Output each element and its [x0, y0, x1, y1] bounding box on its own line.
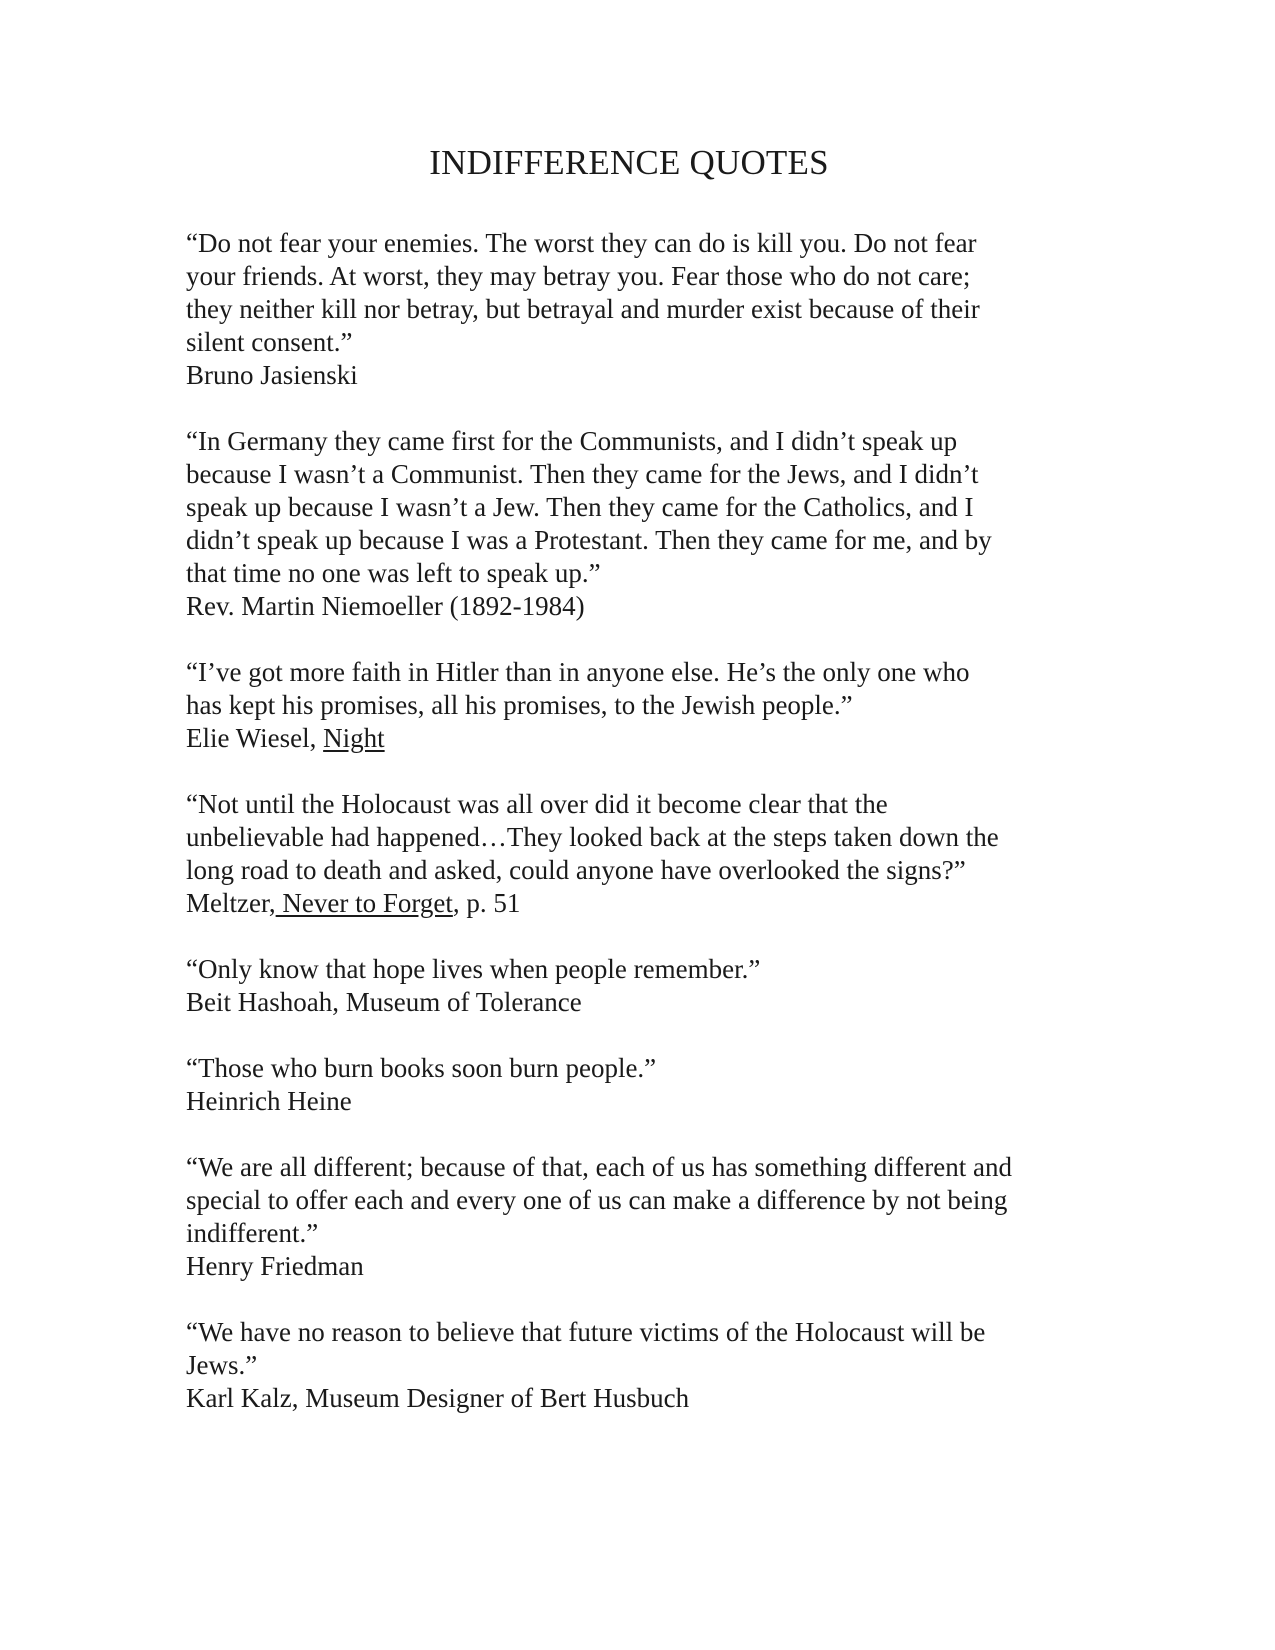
author-name: Bruno Jasienski: [186, 360, 358, 390]
quote-attribution: [186, 1085, 1086, 1118]
quote-text: “We are all different; because of that, each of us has something different and special to offer each and every one of us can make a difference by not being indifferent.”: [186, 1152, 1012, 1248]
quote-text: “We have no reason to believe that future victims of the Holocaust will be Jews.”: [186, 1317, 986, 1380]
quote-block: [186, 1151, 1086, 1283]
quote-text: “Do not fear your enemies. The worst they can do is kill you. Do not fear your friends. At worst, they may betray you. Fear those who do not care; they neither kill nor betray, but betrayal and murder exist because of their silent consent.”: [186, 228, 980, 357]
quote-attribution: [186, 887, 1086, 920]
quote-attribution: [186, 986, 1086, 1019]
quote-block: [186, 1052, 1086, 1118]
quote-attribution: [186, 359, 1086, 392]
work-title: Never to Forget: [275, 888, 453, 918]
quote-block: [186, 656, 1086, 755]
author-name: Rev. Martin Niemoeller (1892-1984): [186, 591, 585, 621]
page-title: INDIFFERENCE QUOTES: [429, 143, 829, 182]
author-name: Henry Friedman: [186, 1251, 364, 1281]
page-reference: , p. 51: [452, 888, 521, 918]
author-name: Elie Wiesel,: [186, 723, 324, 753]
quotes-list: [186, 227, 1086, 1448]
quote-block: [186, 227, 1086, 392]
quote-block: [186, 1316, 1086, 1415]
quote-text: “I’ve got more faith in Hitler than in anyone else. He’s the only one who has kept his promises, all his promises, to the Jewish people.”: [186, 657, 970, 720]
author-name: Heinrich Heine: [186, 1086, 352, 1116]
author-name: Beit Hashoah, Museum of Tolerance: [186, 987, 582, 1017]
quote-attribution: [186, 590, 1086, 623]
work-title: Night: [323, 723, 385, 753]
quote-attribution: [186, 722, 1086, 755]
author-name: Meltzer,: [186, 888, 276, 918]
quote-block: [186, 425, 1086, 623]
quote-block: [186, 788, 1086, 920]
quote-text: “Those who burn books soon burn people.”: [186, 1053, 657, 1083]
quote-block: [186, 953, 1086, 1019]
quote-text: “In Germany they came first for the Communists, and I didn’t speak up because I wasn’t a Communist. Then they came for the Jews, and I didn’t speak up because I wasn’t a Jew. Then they came for the Catholics, and I didn’t speak up because I was a Protestant. Then they came for me, and by that time no one was left to speak up.”: [186, 426, 992, 588]
quote-attribution: [186, 1250, 1086, 1283]
quote-text: “Only know that hope lives when people remember.”: [186, 954, 761, 984]
quote-attribution: [186, 1382, 1086, 1415]
quote-text: “Not until the Holocaust was all over did it become clear that the unbelievable had happened…They looked back at the steps taken down the long road to death and asked, could anyone have overlooked the signs?”: [186, 789, 999, 885]
author-name: Karl Kalz, Museum Designer of Bert Husbuch: [186, 1383, 690, 1413]
